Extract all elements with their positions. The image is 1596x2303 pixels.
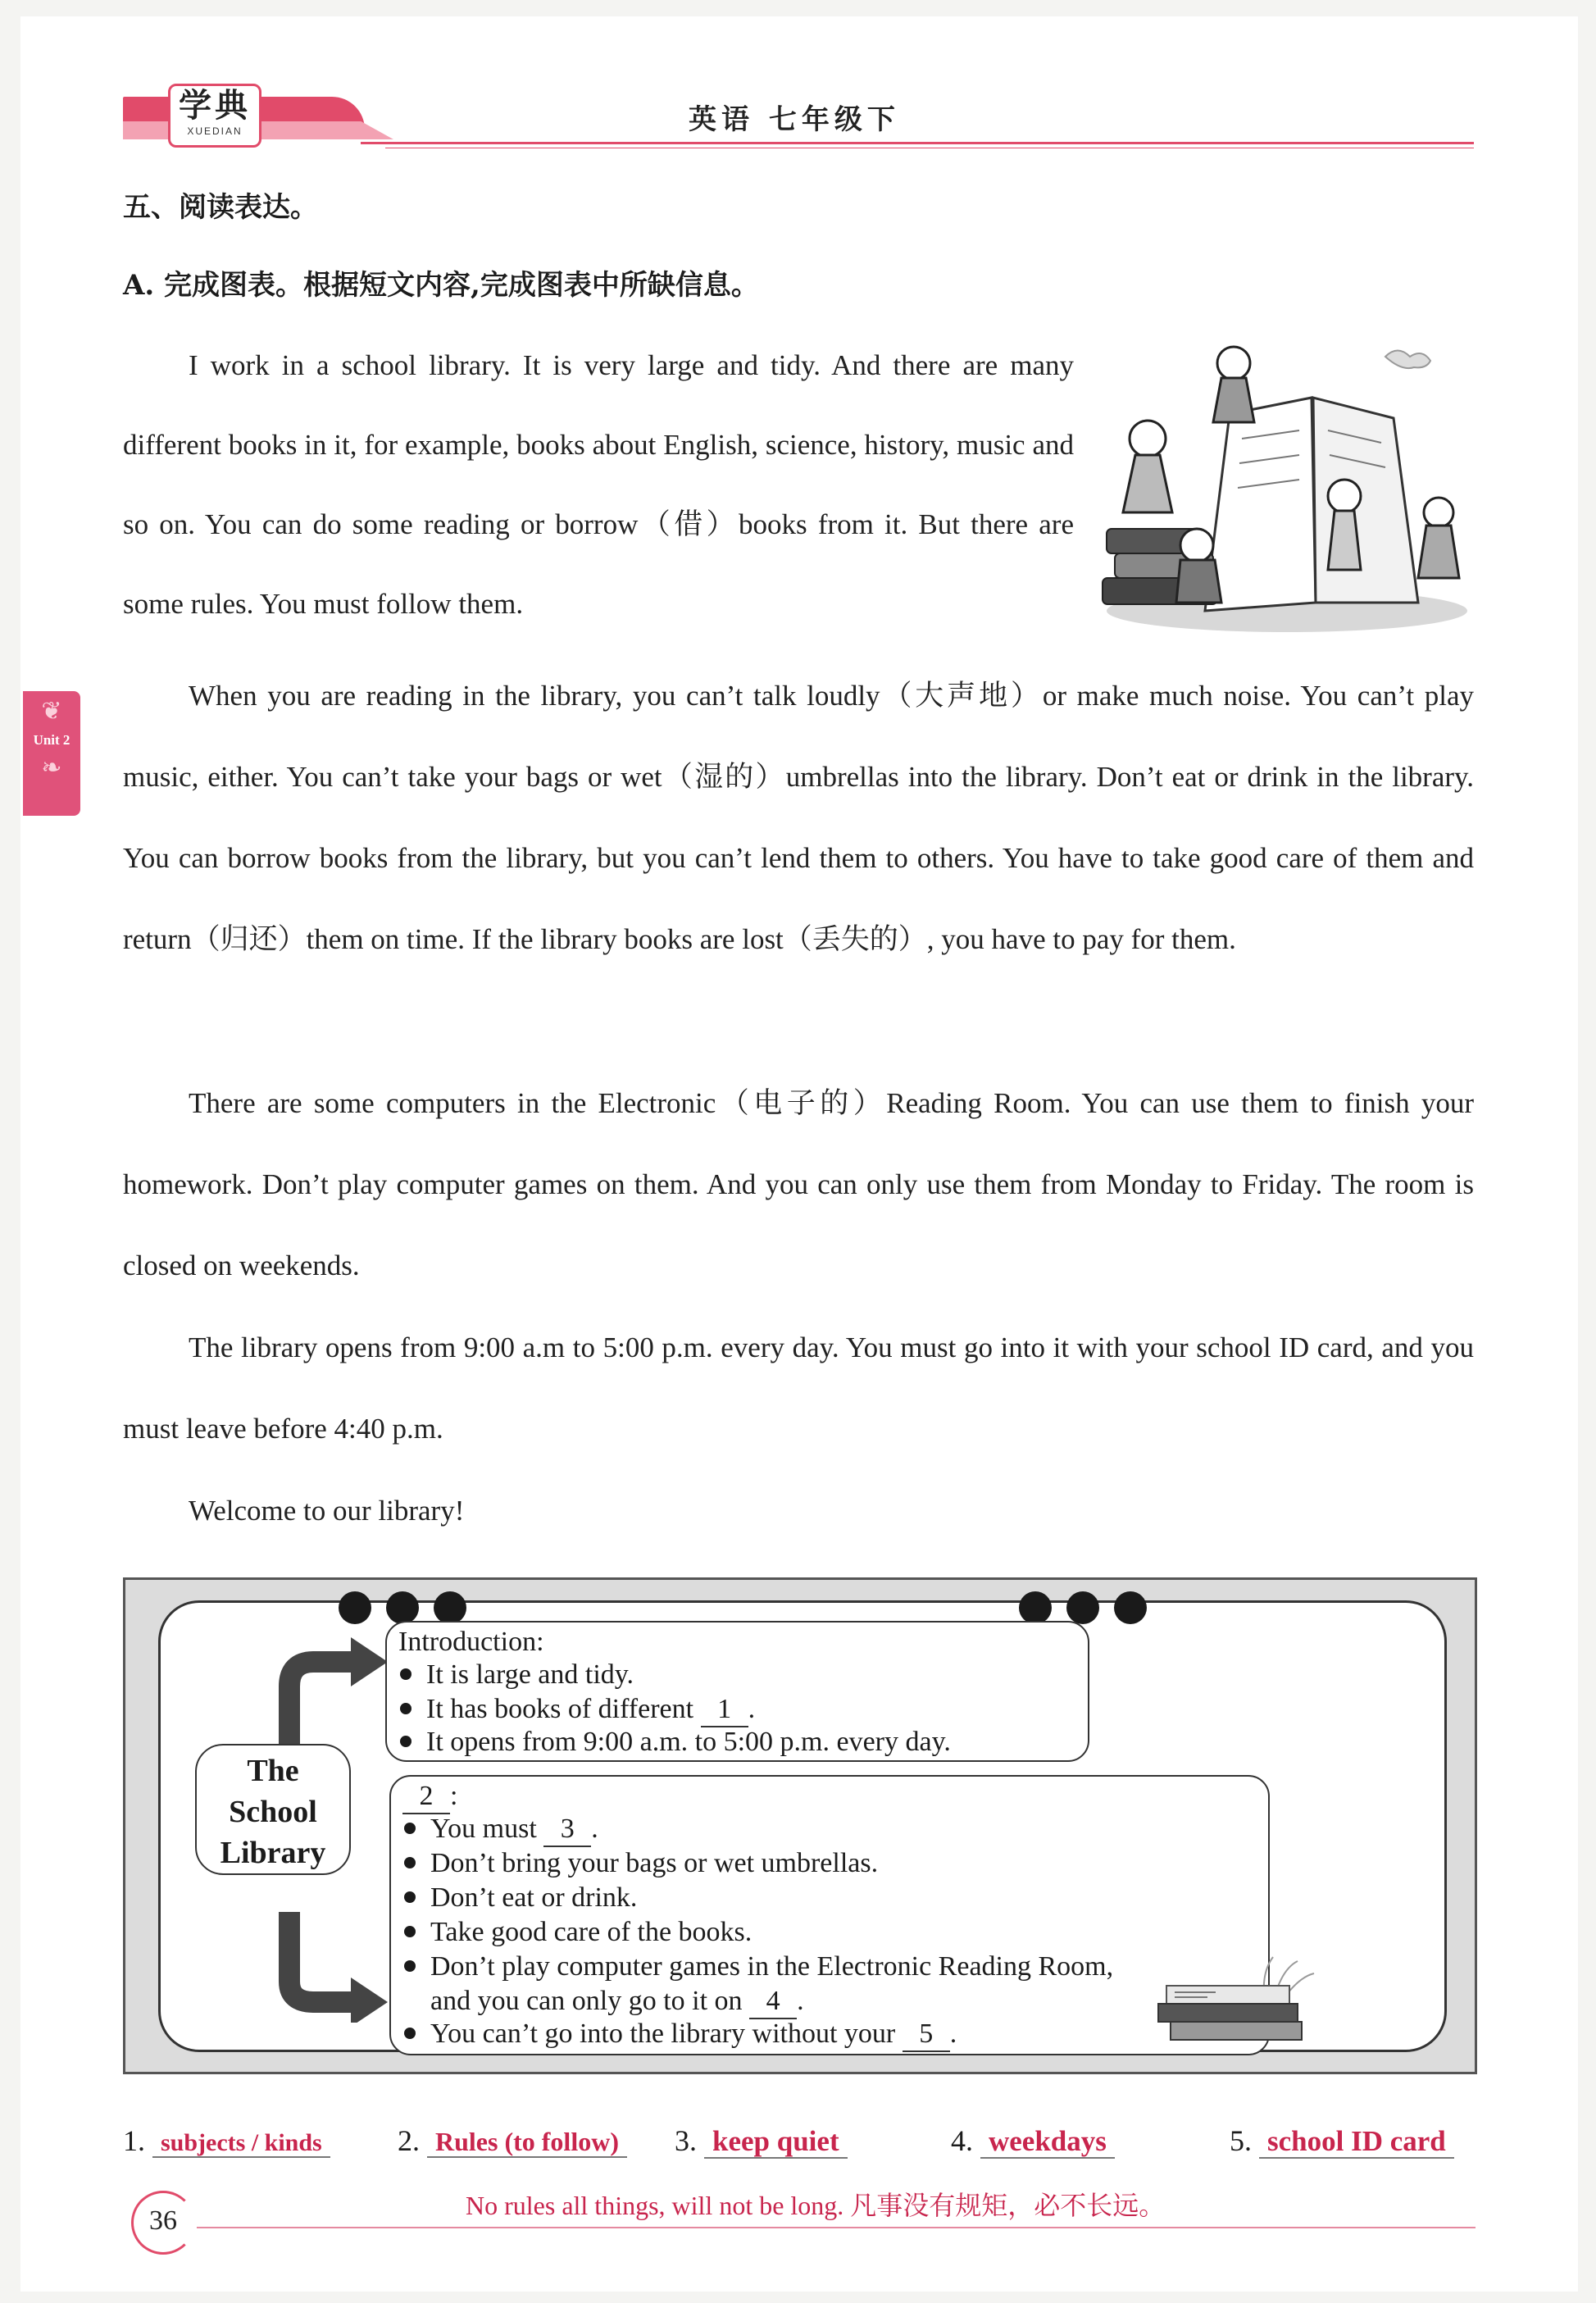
binder-ring <box>339 1591 371 1624</box>
rule-bullet <box>404 1916 752 1949</box>
introduction-box <box>385 1621 1089 1762</box>
unit-side-tab <box>23 691 80 816</box>
book-stack-illustration <box>1150 1953 1322 2043</box>
header-subject: 英语 七年级下 <box>689 103 900 136</box>
library-info-chart <box>123 1577 1477 2074</box>
bullet-text: and you can only go to it on <box>430 1986 750 2016</box>
answer-item-1 <box>123 2123 330 2158</box>
introduction-title: Introduction: <box>398 1627 544 1657</box>
rules-title <box>402 1780 457 1814</box>
answer-item-3 <box>675 2123 848 2158</box>
bullet-text: It is large and tidy. <box>426 1659 634 1690</box>
rule-bullet <box>404 1950 1113 1983</box>
bullet-text: It opens from 9:00 a.m. to 5:00 p.m. every day. <box>426 1727 951 1757</box>
bullet-icon <box>404 2028 416 2039</box>
passage-paragraph-4: The library opens from 9:00 a.m to 5:00 p.m. every day. You must go into it with your school ID card, and you must leave before 4:40 p.m. <box>123 1331 1474 1445</box>
answer-item-2 <box>398 2123 627 2158</box>
bullet-text: Don’t play computer games in the Electronic Reading Room, <box>430 1951 1114 1982</box>
intro-bullet <box>400 1726 951 1759</box>
bullet-icon <box>404 1891 416 1903</box>
binder-ring <box>1114 1591 1147 1624</box>
header-logo <box>168 84 261 148</box>
bullet-text: It has books of different <box>426 1694 701 1724</box>
rule-bullet <box>404 1813 598 1847</box>
passage-paragraph-1: I work in a school library. It is very large and tidy. And there are many different books in it, for example, books about English, science, history, music and so on. You can do some reading or borrow（借）books from it. But there are some rules. You must follow them. <box>123 349 1074 620</box>
children-reading-illustration <box>1098 340 1476 635</box>
blank-3: 3 <box>543 1813 591 1847</box>
swirl-icon: ❧ <box>41 754 62 781</box>
bullet-icon <box>404 1857 416 1868</box>
bullet-text: . <box>949 2019 957 2049</box>
section-subtitle: A. 完成图表。根据短文内容,完成图表中所缺信息。 <box>123 269 759 302</box>
bullet-icon <box>400 1668 412 1680</box>
logo-subtext: XUEDIAN <box>187 125 243 137</box>
logo-text: 学典 <box>179 86 251 125</box>
wing-icon: ❦ <box>41 698 62 725</box>
bullet-text: . <box>591 1814 598 1844</box>
intro-bullet <box>400 1659 634 1691</box>
intro-bullet <box>400 1693 755 1727</box>
bullet-text: You must <box>430 1814 544 1844</box>
center-line: School <box>229 1795 317 1829</box>
unit-label: Unit 2 <box>33 732 70 748</box>
page-number: 36 <box>149 2205 177 2236</box>
rule-bullet <box>404 1847 878 1880</box>
answer-value: subjects / kinds <box>152 2129 330 2158</box>
passage-paragraph-5: Welcome to our library! <box>189 1495 465 1527</box>
passage-paragraph-2: When you are reading in the library, you can’t talk loudly（大声地）or make much noise. You can’t play music, either. You can’t take your bags or wet（湿的）umbrellas into the library. Don’t eat or drink in the library. You can borrow books from the library, but you can’t lend them to others. You have to take good care of them and return（归还）them on time. If the library books are lost（丢失的）, you have to pay for them. <box>123 680 1474 955</box>
blank-2: 2 <box>402 1780 450 1814</box>
answer-value: weekdays <box>980 2125 1115 2159</box>
center-line: Library <box>220 1836 326 1870</box>
binder-ring <box>1019 1591 1052 1624</box>
rules-title-colon: : <box>450 1781 458 1811</box>
answer-number: 2. <box>398 2124 420 2157</box>
bullet-icon <box>404 1960 416 1972</box>
bullet-icon <box>400 1703 412 1714</box>
bullet-icon <box>404 1823 416 1834</box>
passage-paragraph-3: There are some computers in the Electronic（电子的）Reading Room. You can use them to finish your homework. Don’t play computer games on them. And you can only use them from Monday to Friday. The room is closed on weekends. <box>123 1087 1474 1281</box>
answer-number: 4. <box>951 2124 973 2157</box>
footer-motto: No rules all things, will not be long. 凡事没有规矩，必不长远。 <box>466 2191 1166 2220</box>
chart-center-topic <box>195 1744 351 1875</box>
bullet-text: Don’t eat or drink. <box>430 1882 638 1913</box>
bullet-icon <box>404 1926 416 1937</box>
bullet-text: Take good care of the books. <box>430 1917 753 1947</box>
rules-box <box>389 1775 1270 2055</box>
bullet-text: You can’t go into the library without your <box>430 2019 903 2049</box>
answer-key <box>123 2123 1476 2173</box>
blank-1: 1 <box>701 1693 748 1727</box>
footer-rule <box>197 2227 1476 2228</box>
binder-ring <box>434 1591 466 1624</box>
header-rule <box>361 142 1474 144</box>
rule-bullet-continuation <box>430 1985 804 2019</box>
answer-item-5 <box>1230 2123 1454 2158</box>
answer-value: keep quiet <box>704 2125 848 2159</box>
answer-number: 3. <box>675 2124 697 2157</box>
rule-bullet <box>404 1882 637 1914</box>
answer-number: 1. <box>123 2124 145 2157</box>
bullet-text: . <box>797 1986 804 2016</box>
binder-ring <box>386 1591 419 1624</box>
answer-number: 5. <box>1230 2124 1252 2157</box>
section-title: 五、阅读表达。 <box>123 191 318 224</box>
blank-4: 4 <box>749 1985 797 2019</box>
blank-5: 5 <box>903 2018 950 2052</box>
answer-item-4 <box>951 2123 1115 2158</box>
rule-bullet <box>404 2018 957 2052</box>
bullet-icon <box>400 1736 412 1747</box>
bullet-text: . <box>748 1694 756 1724</box>
answer-value: school ID card <box>1259 2125 1454 2159</box>
answer-value: Rules (to follow) <box>427 2127 627 2158</box>
center-line: The <box>247 1754 299 1788</box>
bullet-text: Don’t bring your bags or wet umbrellas. <box>430 1848 879 1878</box>
binder-ring <box>1066 1591 1099 1624</box>
